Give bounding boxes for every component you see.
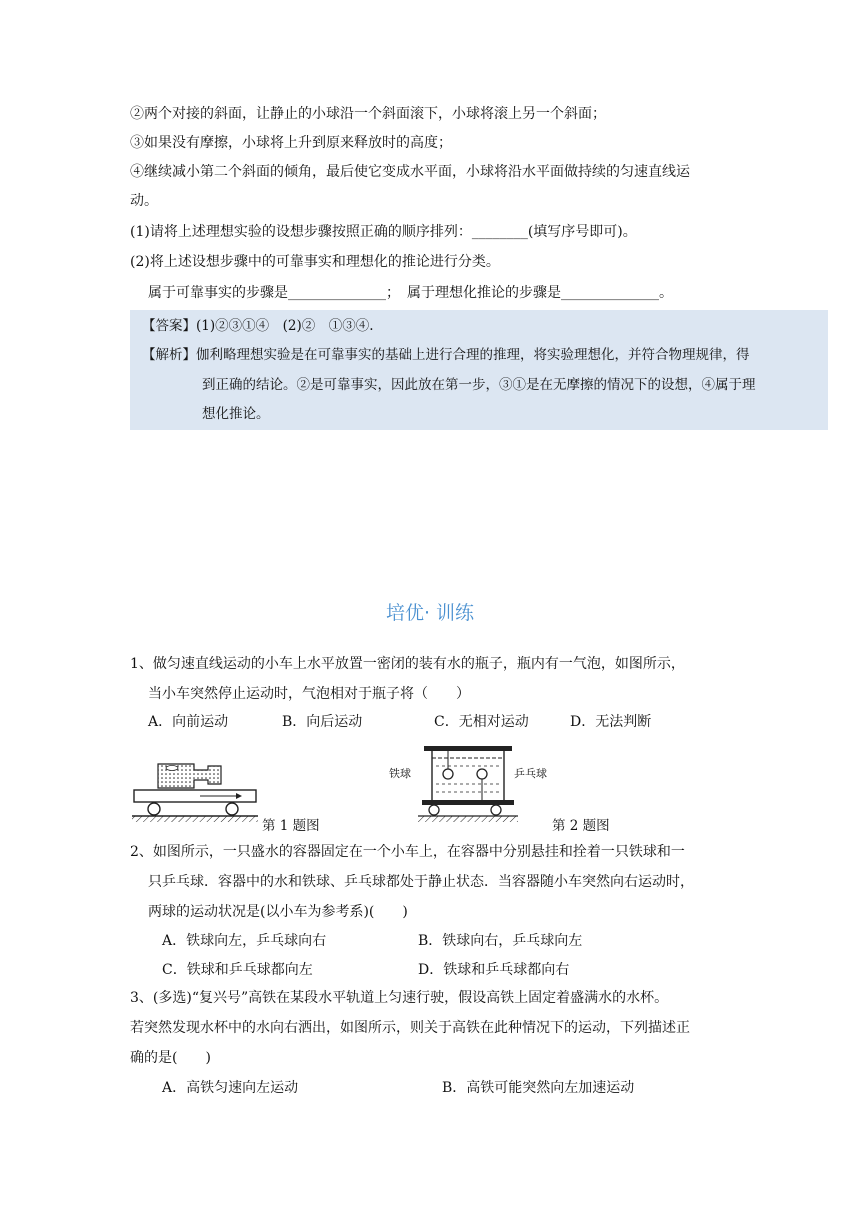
q1-option-a: A．向前运动 — [148, 714, 229, 730]
q3-stem-3: 确的是( ) — [130, 1050, 211, 1066]
q1-stem-1: 1、做匀速直线运动的小车上水平放置一密闭的装有水的瓶子，瓶内有一气泡，如图所示， — [130, 656, 685, 672]
analysis-text-2: 到正确的结论。②是可靠事实，因此放在第一步，③①是在无摩擦的情况下的设想，④属于理 — [202, 377, 756, 393]
analysis-line — [142, 345, 750, 365]
intro-item-4: ④继续减小第二个斜面的倾角，最后使它变成水平面，小球将沿水平面做持续的匀速直线运 — [130, 164, 690, 180]
figure-2-container-balls — [418, 744, 518, 828]
q3-stem-2: 若突然发现水杯中的水向右洒出，如图所示，则关于高铁在此种情况下的运动，下列描述正 — [130, 1020, 690, 1036]
analysis-text-1: 伽利略理想实验是在可靠事实的基础上进行合理的推理，将实验理想化，并符合物理规律，得 — [196, 347, 750, 363]
intro-item-4-cont: 动。 — [130, 193, 158, 209]
q3-stem-1: 3、(多选)“复兴号”高铁在某段水平轨道上匀速行驶，假设高铁上固定着盛满水的水杯。 — [130, 990, 669, 1006]
q3-option-a: A．高铁匀速向左运动 — [162, 1080, 299, 1096]
q3-option-b: B．高铁可能突然向左加速运动 — [442, 1080, 635, 1096]
figure-2-caption: 第 2 题图 — [552, 818, 610, 834]
q2-option-d: D．铁球和乒乓球都向右 — [418, 962, 570, 978]
q2-option-c: C．铁球和乒乓球都向左 — [162, 962, 313, 978]
analysis-text-3: 想化推论。 — [202, 406, 270, 422]
intro-item-3: ③如果没有摩擦，小球将上升到原来释放时的高度； — [130, 135, 452, 151]
section-title: 培优· 训练 — [385, 602, 475, 624]
question-2: (2)将上述设想步骤中的可靠事实和理想化的推论进行分类。 — [130, 254, 500, 270]
figure-1-caption: 第 1 题图 — [262, 818, 320, 834]
label-pingpong-ball: 乒乓球 — [514, 767, 547, 780]
q1-option-b: B．向后运动 — [282, 714, 363, 730]
figure-1-cart-bottle — [128, 752, 263, 830]
intro-item-2: ②两个对接的斜面，让静止的小球沿一个斜面滚下，小球将滚上另一个斜面； — [130, 106, 606, 122]
q2-option-b: B．铁球向右，乒乓球向左 — [418, 933, 583, 949]
q2-stem-2: 只乒乓球．容器中的水和铁球、乒乓球都处于静止状态．当容器随小车突然向右运动时， — [148, 874, 694, 890]
analysis-label: 【解析】 — [142, 347, 196, 363]
q1-option-c: C．无相对运动 — [434, 714, 529, 730]
label-iron-ball: 铁球 — [389, 767, 411, 780]
question-1: (1)请将上述理想实验的设想步骤按照正确的顺序排列：________(填写序号即可)。 — [130, 224, 637, 240]
answer-label: 【答案】 — [142, 318, 196, 334]
question-3-classification: 属于可靠事实的步骤是______________； 属于理想化推论的步骤是______________。 — [148, 285, 673, 301]
q2-stem-3: 两球的运动状况是(以小车为参考系)( ) — [148, 904, 408, 920]
answer-text: (1)②③①④ (2)② ①③④. — [196, 318, 374, 334]
answer-box — [130, 310, 828, 430]
answer-line — [142, 316, 374, 336]
q2-option-a: A．铁球向左，乒乓球向右 — [162, 933, 327, 949]
q2-stem-1: 2、如图所示，一只盛水的容器固定在一个小车上，在容器中分别悬挂和拴着一只铁球和一 — [130, 844, 685, 860]
q1-option-d: D．无法判断 — [570, 714, 652, 730]
q1-stem-2: 当小车突然停止运动时，气泡相对于瓶子将（ ） — [148, 686, 470, 702]
